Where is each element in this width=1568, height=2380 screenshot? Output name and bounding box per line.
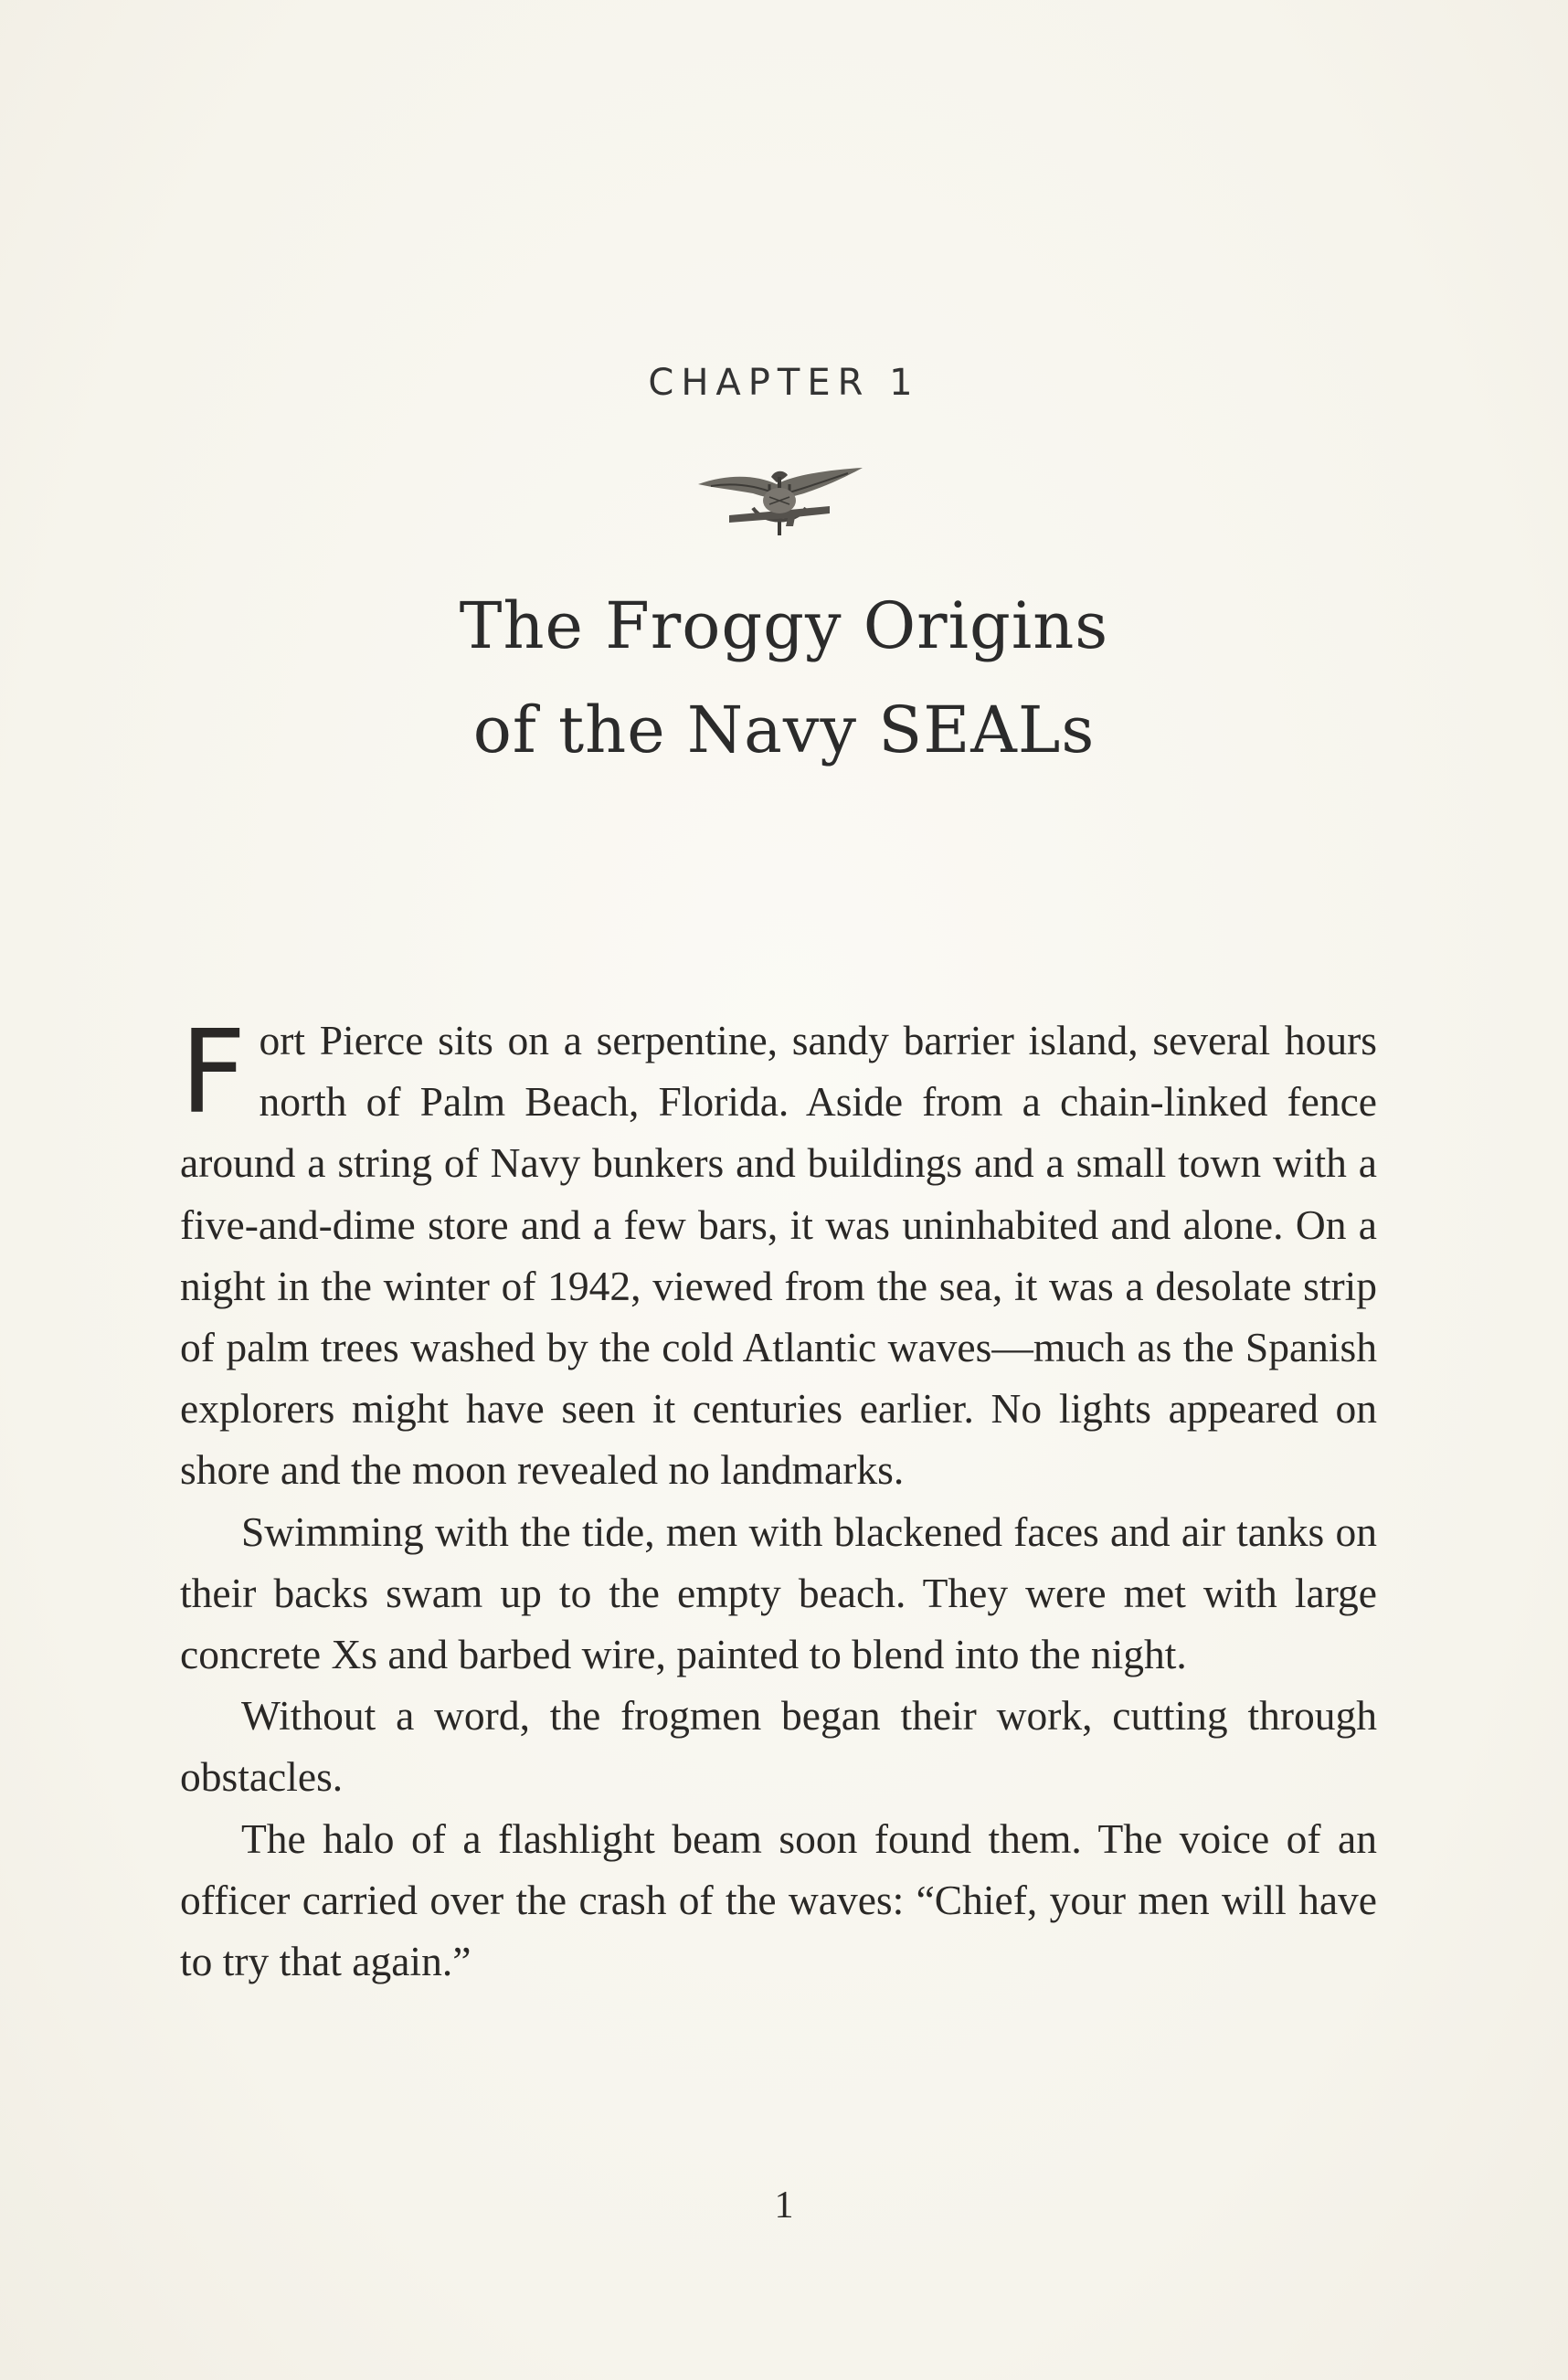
chapter-title bbox=[0, 574, 1568, 782]
chapter-title-line-1: The Froggy Origins bbox=[459, 588, 1109, 663]
chapter-label: CHAPTER 1 bbox=[648, 362, 920, 404]
paragraph-2: Swimming with the tide, men with blackened faces and air tanks on their backs swam up to the empty beach. They were met with large concrete Xs and barbed wire, painted to blend into the night. bbox=[180, 1507, 1377, 1678]
paragraph-3: Without a word, the frogmen began their work, cutting through obstacles. bbox=[180, 1692, 1377, 1801]
chapter-body bbox=[180, 1005, 1377, 1992]
seal-trident-eagle-icon bbox=[693, 457, 866, 541]
paragraph-1-text: ort Pierce sits on a serpentine, sandy barrier island, several hours north of Palm Beach, Florida. Aside from a chain-linked fence around a string of Navy bunkers and buildings and a small town with a five-and-dime store and a few bars, it was uninhabited and alone. On a night in the winter of 1942, viewed from the sea, it was a desolate strip of palm trees washed by the cold Atlantic waves—much as the Spanish explorers might have seen it centuries earlier. No lights appeared on shore and the moon revealed no landmarks. bbox=[180, 1017, 1377, 1494]
paragraph-4: The halo of a flashlight beam soon found them. The voice of an officer carried over the crash of the waves: “Chief, your men will have to try that again.” bbox=[180, 1814, 1377, 1985]
page-number: 1 bbox=[774, 2184, 794, 2227]
chapter-title-line-2: of the Navy SEALs bbox=[472, 693, 1096, 767]
drop-cap: F bbox=[180, 1005, 247, 1139]
paragraph-1 bbox=[180, 1005, 1377, 1501]
